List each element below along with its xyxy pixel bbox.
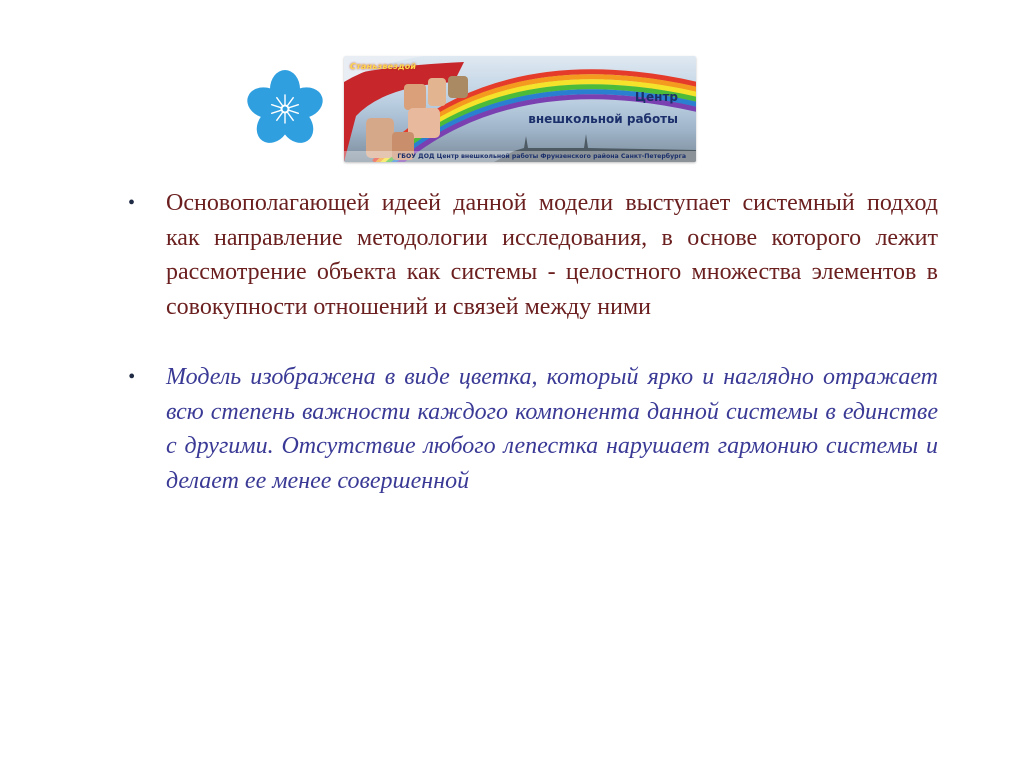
bullet-mark: • <box>128 366 136 388</box>
banner-title-line-2: внешкольной работы <box>528 112 678 126</box>
bullet-list <box>124 186 938 498</box>
bullet-mark: • <box>128 192 136 214</box>
banner-title <box>528 86 678 130</box>
header-banner <box>344 56 696 162</box>
flower-logo-icon <box>244 68 326 150</box>
bullet-text: Основополагающей идеей данной модели выступает системный подход как направление методологии исследования, в основе которого лежит рассмотрение объекта как системы - целостного множества элементов в совокупности отношений и связей между ними <box>166 190 938 320</box>
bullet-item <box>124 186 938 324</box>
bullet-item <box>124 360 938 498</box>
banner-top-label: Станьзвездой <box>350 62 417 71</box>
banner-title-line-1: Центр <box>634 90 678 104</box>
banner-footer: ГБОУ ДОД Центр внешкольной работы Фрунзенского района Санкт-Петербурга <box>344 151 696 162</box>
bullet-text: Модель изображена в виде цветка, который ярко и наглядно отражает всю степень важности каждого компонента данной системы в единстве с другими. Отсутствие любого лепестка нарушает гармонию системы и делает ее менее совершенной <box>166 364 938 494</box>
